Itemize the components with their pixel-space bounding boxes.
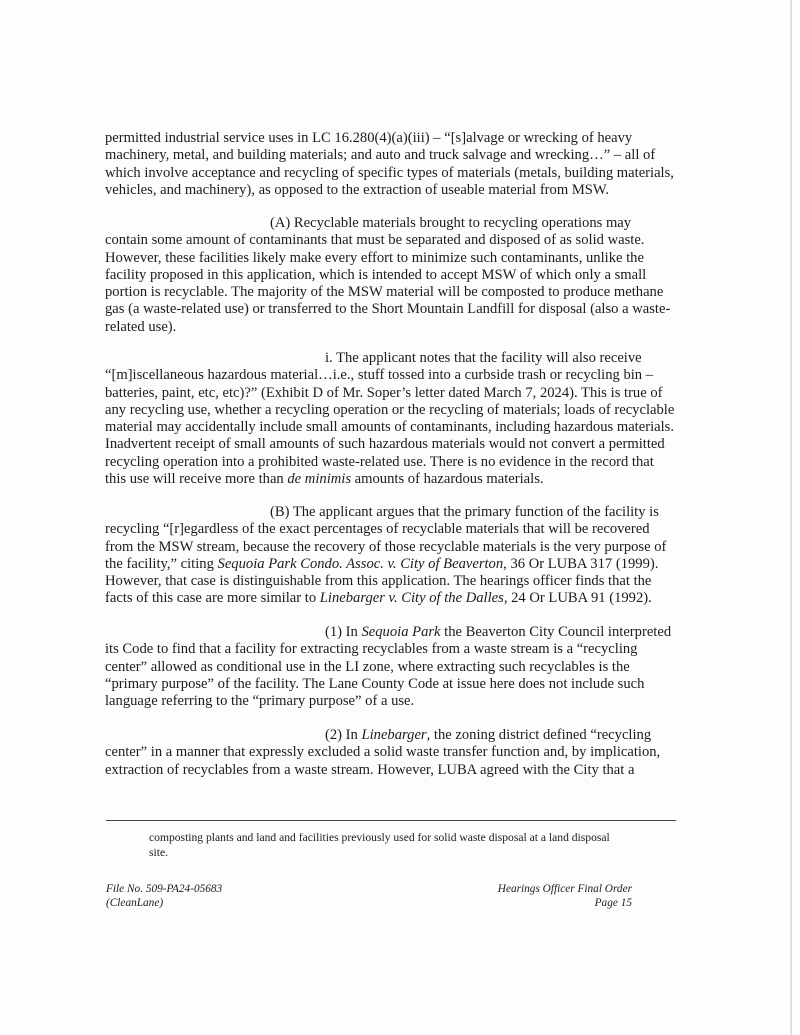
footer-project-name: (CleanLane) [106, 896, 164, 909]
page-edge [790, 0, 792, 1035]
paragraph-5 [105, 624, 676, 710]
case-citation-italic: de minimis [287, 471, 352, 488]
paragraph-text: i. The applicant notes that the facility will also receive “[m]iscellaneous hazardous material…i.e., stuff tossed into a curbside trash or recycling bin – batteries, paint, etc, etc)?” (Exhibit D of Mr. Soper’s letter dated March 7, 2024). This is true of any recycling use, whether a recycling operation or the recycling of materials; loads of recyclable material may accidentally include small amounts of contaminants, including hazardous materials. Inadvertent receipt of small amounts of such hazardous materials would not convert a permitted recycling operation into a prohibited waste-related use. There is no evidence in the record that this use will receive more than [105, 350, 675, 488]
case-citation-italic: Sequoia Park Condo. Assoc. v. City of Beaverton [217, 555, 504, 572]
paragraph-text: the Beaverton City Council interpreted its Code to find that a facility for extracting recyclables from a waste stream is a “recycling center” allowed as conditional use in the LI zone, where extracting such recyclables is the “primary purpose” of the facility. The Lane County Code at issue here does not include such language referring to the “primary purpose” of a use. [105, 624, 672, 710]
paragraph-4 [105, 504, 676, 608]
paragraph-text: (B) The applicant argues that the primary function of the facility is recycling “[r]egardless of the exact percentages of recyclable materials that will be recovered from the MSW stream, because the recovery of those recyclable materials is the very purpose of the facility,” citing [105, 504, 667, 572]
footer-right [470, 883, 632, 910]
paragraph-6 [105, 727, 676, 779]
paragraph-text: , 36 Or LUBA 317 (1999). However, that case is distinguishable from this application. The hearings officer finds that the facts of this case are more similar to [105, 555, 659, 607]
case-citation-italic: Sequoia Park [361, 624, 441, 640]
footer-document-title: Hearings Officer Final Order [497, 883, 632, 895]
footnote-separator [106, 820, 676, 821]
footer-left [106, 883, 222, 910]
paragraph-text: , the zoning district defined “recycling center” in a manner that expressly excluded a solid waste transfer function and, by implication, extraction of recyclables from a waste stream. However, LUBA agreed with the City that a [105, 727, 661, 778]
paragraph-text: (A) Recyclable materials brought to recycling operations may contain some amount of contaminants that must be separated and disposed of as solid waste. However, these facilities likely make every effort to minimize such contaminants, unlike the facility proposed in this application, which is intended to accept MSW of which only a small portion is recyclable. The majority of the MSW material will be composted to produce methane gas (a waste-related use) or transferred to the Short Mountain Landfill for disposal (also a waste-related use). [105, 215, 671, 335]
paragraph-text: (1) In [325, 624, 362, 640]
case-citation-italic: Linebarger v. City of the Dalles [319, 590, 504, 607]
case-citation-italic: Linebarger [361, 727, 427, 743]
paragraph-text: amounts of hazardous materials. [351, 471, 544, 488]
paragraph-text: , 24 Or LUBA 91 (1992). [503, 590, 652, 607]
paragraph-text: permitted industrial service uses in LC 16.280(4)(a)(iii) – “[s]alvage or wrecking of heavy machinery, metal, and building materials; and auto and truck salvage and wrecking…” – all of which involve acceptance and recycling of specific types of materials (metals, building materials, vehicles, and machinery), as opposed to the extraction of useable material from MSW. [105, 130, 674, 198]
footer-page-number: Page 15 [594, 896, 632, 909]
footnote: composting plants and land and facilities previously used for solid waste disposal at a land disposal site. [149, 831, 610, 859]
footer-file-number: File No. 509-PA24-05683 [106, 883, 223, 895]
paragraph-1 [105, 130, 676, 199]
paragraph-2 [105, 215, 676, 336]
paragraph-text: (2) In [325, 727, 362, 743]
paragraph-3 [105, 350, 676, 488]
